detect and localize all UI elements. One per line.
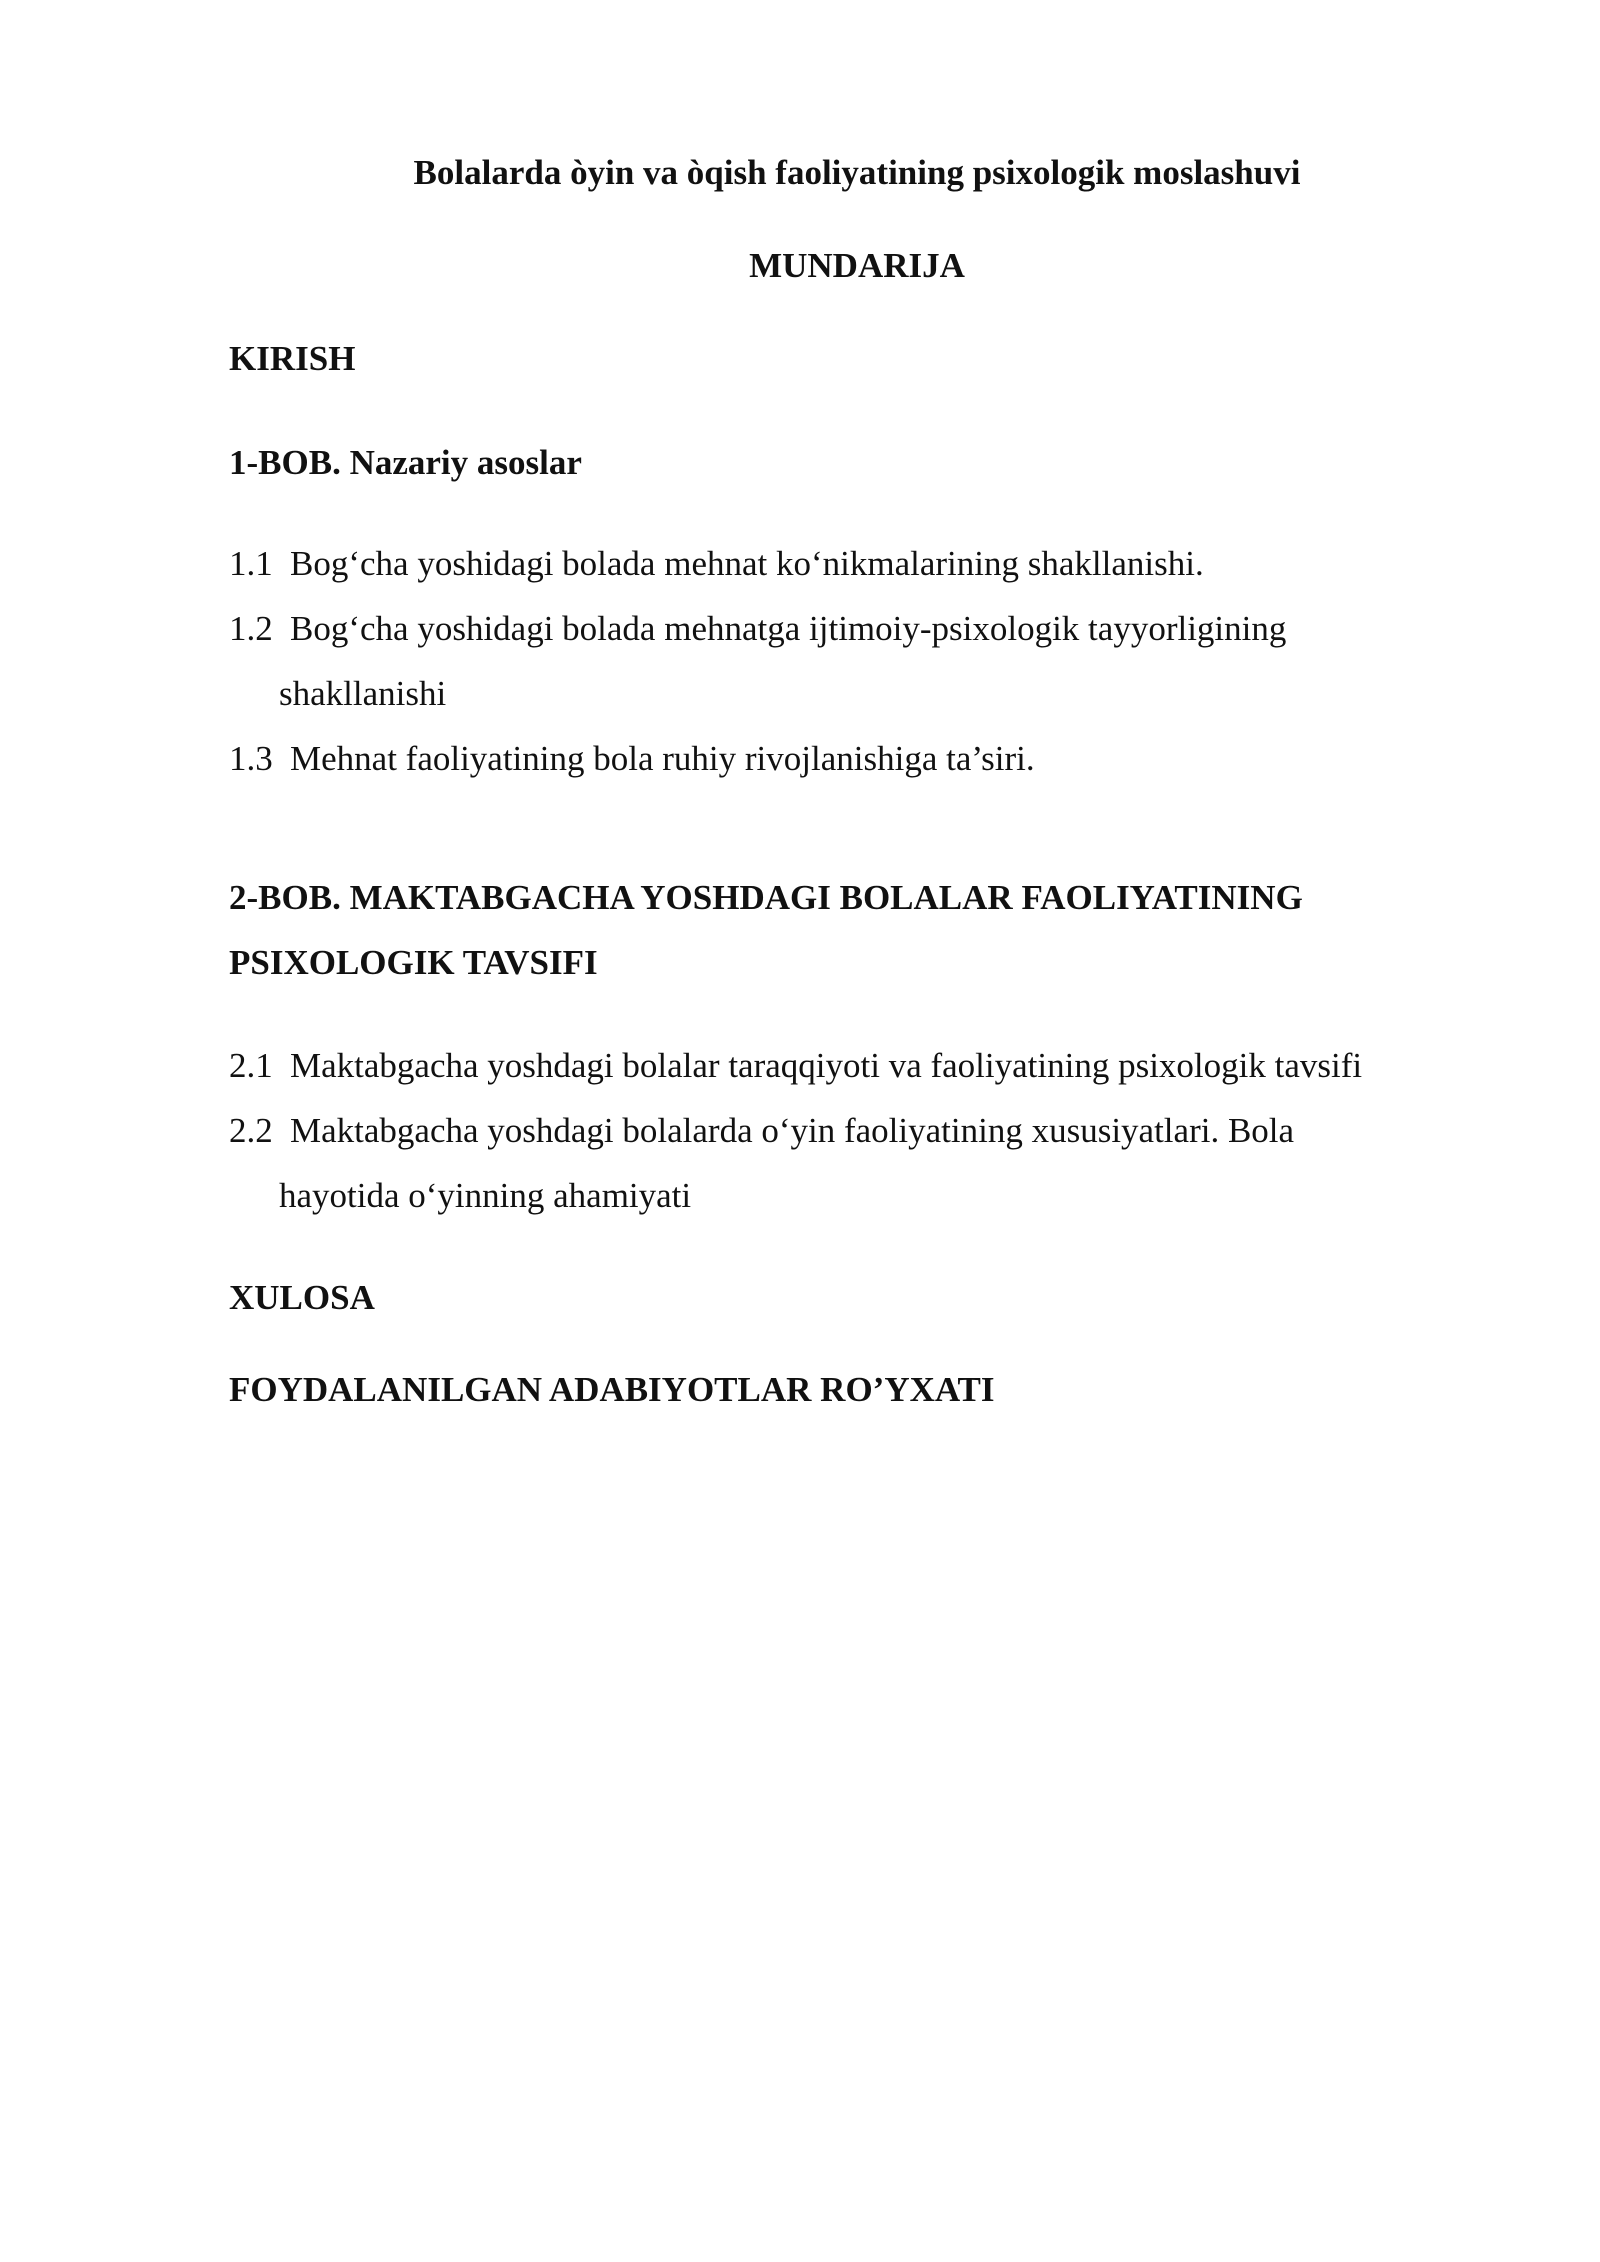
toc-chapter1-heading: 1-BOB. Nazariy asoslar [229, 443, 582, 482]
toc-item-text: Bog‘cha yoshidagi bolada mehnat ko‘nikmalarining shakllanishi. [290, 544, 1204, 583]
toc-item-1-1 [229, 531, 1204, 596]
toc-item-2-1 [229, 1033, 1362, 1098]
toc-item-number: 1.3 [229, 739, 273, 778]
toc-item-number: 2.1 [229, 1046, 273, 1085]
toc-item-text: Mehnat faoliyatining bola ruhiy rivojlanishiga ta’siri. [290, 739, 1035, 778]
toc-item-text: Maktabgacha yoshdagi bolalar taraqqiyoti va faoliyatining psixologik tavsifi [290, 1046, 1363, 1085]
toc-intro: KIRISH [229, 339, 356, 378]
toc-item-1-2 [229, 596, 1286, 726]
toc-item-number: 1.2 [229, 609, 273, 648]
document-title: Bolalarda òyin va òqish faoliyatining psixologik moslashuvi [413, 153, 1301, 192]
toc-conclusion: XULOSA [229, 1278, 375, 1317]
toc-item-2-2 [229, 1098, 1294, 1228]
toc-item-1-3 [229, 726, 1035, 791]
toc-chapter2-heading-line2: PSIXOLOGIK TAVSIFI [229, 943, 598, 982]
contents-heading: MUNDARIJA [749, 246, 965, 285]
toc-chapter2-heading [229, 865, 1303, 995]
toc-references: FOYDALANILGAN ADABIYOTLAR RO’YXATI [229, 1370, 995, 1409]
toc-item-text-continued: shakllanishi [279, 674, 447, 713]
toc-item-text-continued: hayotida o‘yinning ahamiyati [279, 1176, 692, 1215]
toc-item-number: 1.1 [229, 544, 273, 583]
toc-item-text: Maktabgacha yoshdagi bolalarda o‘yin faoliyatining xususiyatlari. Bola [290, 1111, 1295, 1150]
toc-item-text: Bog‘cha yoshidagi bolada mehnatga ijtimoiy-psixologik tayyorligining [290, 609, 1287, 648]
toc-item-number: 2.2 [229, 1111, 273, 1150]
toc-chapter2-heading-line1: 2-BOB. MAKTABGACHA YOSHDAGI BOLALAR FAOLIYATINING [229, 878, 1303, 917]
